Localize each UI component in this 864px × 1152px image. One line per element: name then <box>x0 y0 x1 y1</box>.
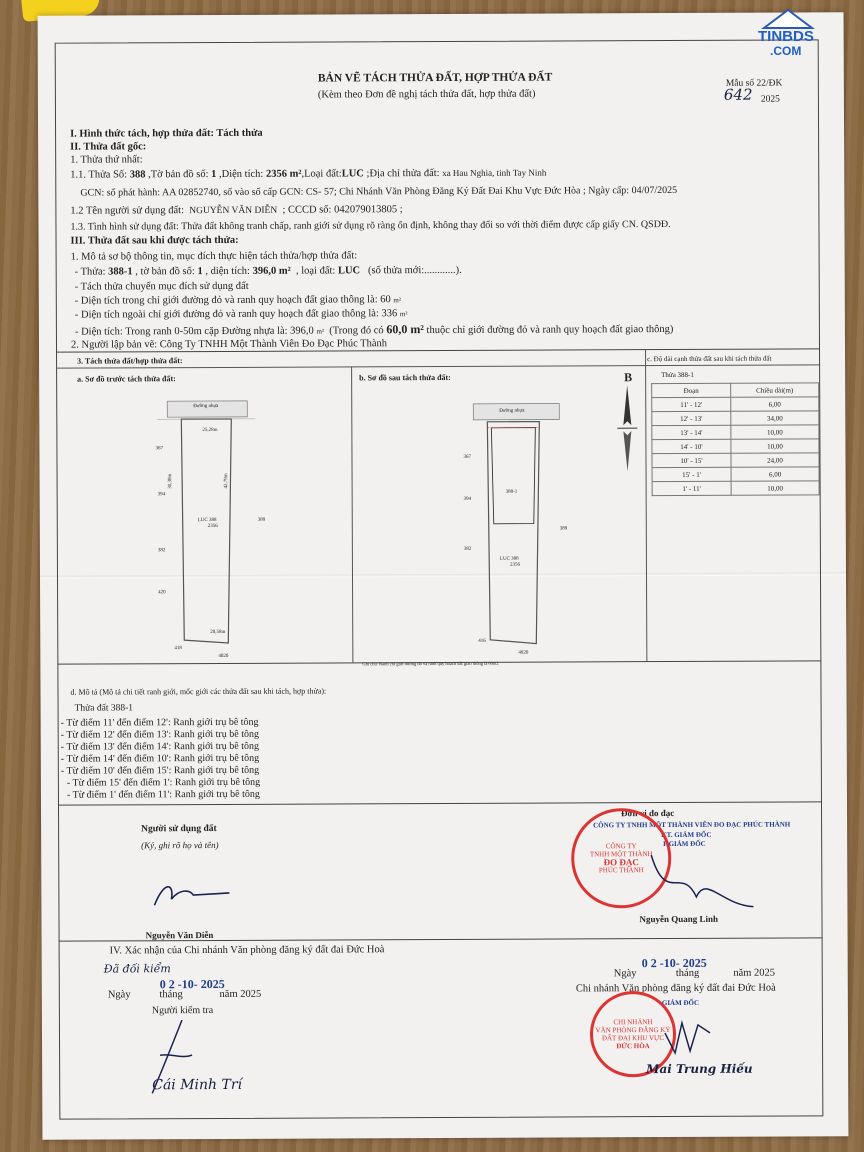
neighbor-b-4: 389 <box>559 526 568 532</box>
table-row: 10' - 15' 24,00 <box>652 453 819 468</box>
bottom-length-a: 20,58m <box>210 629 226 636</box>
company-stamp: CÔNG TY TNHH MỘT THÀNH ĐO ĐẠC PHÚC THÀNH <box>571 808 671 908</box>
sig-survey-name: Nguyễn Quang Linh <box>639 913 719 925</box>
surveyor-line: 2. Người lập bản vẽ: Công Ty TNHH Một Thành Viên Đo Đạc Phúc Thành <box>70 338 388 351</box>
parcel-outline <box>487 422 540 644</box>
box-a-title: a. Sơ đồ trước tách thửa đất: <box>77 374 176 384</box>
list-item: - Từ điểm 15' đến điểm 1': Ranh giới trụ bê tông <box>66 776 261 789</box>
table-title: Thửa 388-1 <box>661 370 694 380</box>
list-item: - Từ điểm 11' đến điểm 12': Ranh giới trụ bê tông <box>60 716 259 729</box>
parcel-label-b: LUC 388 <box>499 556 519 562</box>
handwritten-note: Đã đối kiểm <box>103 962 171 976</box>
neighbor-b-3: 382 <box>463 546 472 552</box>
parcel-line: 1.1. Thửa Số: 388 ,Tờ bản đồ số: 1 ,Diện tích: 2356 m²,Loại đất:LUC ;Địa chỉ thửa đất: xa Hau Nghia, tinh Tay Ninh <box>70 167 547 181</box>
sig-user-title: Người sử dụng đất <box>141 823 217 835</box>
sig-user-name: Nguyễn Văn Diễn <box>145 930 214 941</box>
new-parcel-label: 388-1 <box>505 489 518 495</box>
neighbor-a-5: 389 <box>257 517 266 523</box>
signature-user <box>149 875 239 915</box>
neighbor-b-5: 416 <box>478 638 486 644</box>
neighbor-b-1: 367 <box>463 454 471 460</box>
logo-text-bottom: .COM <box>770 44 802 58</box>
north-label: B <box>624 370 633 385</box>
logo-text-top: TINBDS <box>758 28 814 45</box>
table-row: 15' - 1' 6,00 <box>652 467 819 482</box>
usage-status: 1.3. Tình hình sử dụng đất: Thửa đất không tranh chấp, ranh giới sử dụng rõ ràng ổn định, không thay đổi so với thời điểm được cấp giấy CN. QSDĐ. <box>70 219 671 233</box>
north-arrow-icon <box>615 385 639 471</box>
signature-director <box>660 1013 720 1063</box>
table-header-segment: Đoạn <box>652 383 731 397</box>
left-length-a: 30,38m <box>168 473 174 489</box>
sig-survey-company: CÔNG TY TNHH MỘT THÀNH VIÊN ĐO ĐẠC PHÚC THÀNH <box>593 820 791 830</box>
sig-survey-title: Đơn vị đo đạc <box>621 807 675 819</box>
tinbds-logo <box>756 8 820 60</box>
signature-survey <box>641 845 761 916</box>
table-header-length: Chiều dài(m) <box>731 383 819 397</box>
box-d-title: d. Mô tả (Mô tả chi tiết ranh giới, mốc giới các thửa đất sau khi tách, hợp thửa): <box>70 686 327 697</box>
table-row: 12' - 13' 34,00 <box>652 411 819 426</box>
parcel-outline <box>181 419 232 643</box>
section-3: III. Thửa đất sau khi được tách thửa: <box>70 234 239 247</box>
neighbor-a-4: 420 <box>158 590 166 596</box>
neighbor-a-2: 394 <box>157 492 166 498</box>
section-2: II. Thửa đất gốc: <box>70 141 147 153</box>
neighbor-a-3: 382 <box>157 548 166 554</box>
neighbor-a-7: 4020 <box>218 653 229 659</box>
top-length-a: 25,28m <box>202 427 218 434</box>
form-number: Mẫu số 22/ĐK <box>725 78 783 89</box>
document-paper <box>38 12 849 1140</box>
table-row: 1' - 11' 10,00 <box>652 481 819 496</box>
new-parcel-line: - Thửa: 388-1 , tờ bản đồ số: 1 , diện tích: 396,0 m² , loại đất: LUC (số thửa mới:............). <box>74 264 462 278</box>
branch-name: Chi nhánh Văn phòng đăng ký đất đai Đức Hoà <box>575 982 776 995</box>
neighbor-a-1: 367 <box>155 446 163 452</box>
list-item: - Từ điểm 13' đến điểm 14': Ranh giới trụ bê tông <box>60 740 260 753</box>
sketch-legend: Ghi chú: Ranh chỉ giới đường đỏ và ranh quy hoạch đất giao thông là 60m2 <box>362 660 499 667</box>
branch-stamp: CHI NHÁNH VĂN PHÒNG ĐĂNG KÝ ĐẤT ĐAI KHU VỰC ĐỨC HÒA <box>590 991 676 1077</box>
list-item: - Từ điểm 10' đến điểm 15': Ranh giới trụ bê tông <box>60 764 260 777</box>
box-3-title: 3. Tách thửa đất/hợp thửa đất: <box>77 356 183 366</box>
section-2-1: 1. Thửa thứ nhất: <box>70 154 143 166</box>
date-stamp-right: 0 2 -10- 2025 <box>641 955 707 971</box>
table-row: 13' - 14' 10,00 <box>652 425 819 440</box>
sig-survey-role: KT. GIÁM ĐỐC <box>661 830 712 840</box>
new-parcel-outline <box>491 428 535 524</box>
sig-check-name: Cái Minh Trí <box>152 1076 243 1094</box>
date-left: Ngày tháng năm 2025 <box>107 988 262 1001</box>
table-row: 11' - 12' 6,00 <box>652 397 819 412</box>
neighbor-a-6: 418 <box>174 646 182 652</box>
owner-line: 1.2 Tên người sử dụng đất: NGUYỄN VĂN DIỄN ; CCCD số: 042079013805 ; <box>70 204 403 217</box>
table-row: 14' - 10' 10,00 <box>652 439 819 454</box>
purpose-line: - Tách thửa chuyển mục đích sử dụng đất <box>74 280 249 293</box>
sig-user-note: (Ký, ghi rõ họ và tên) <box>141 839 219 851</box>
sketch-after-map <box>451 393 572 664</box>
sig-check-title: Người kiểm tra <box>151 1005 214 1017</box>
doc-subtitle: (Kèm theo Đơn đề nghị tách thửa đất, hợp thửa đất) <box>317 88 536 101</box>
neighbor-b-6: 4020 <box>518 650 529 656</box>
branch-role: GIÁM ĐỐC <box>661 998 700 1008</box>
section-1: I. Hình thức tách, hợp thửa đất: Tách thửa <box>70 127 263 140</box>
road-label-a: Đường nhựa <box>193 403 219 410</box>
sig-director-name: Mai Trung Hiếu <box>646 1061 753 1077</box>
date-right: Ngày tháng năm 2025 <box>613 967 776 980</box>
parcel-area-b: 2356 <box>509 562 520 568</box>
edge-length-table <box>651 382 819 496</box>
gcn-line: GCN: số phát hành: AA 02852740, số vào số cấp GCN: CS- 57; Chi Nhánh Văn Phòng Đăng Ký Đất Đai Khu Vực Đức Hòa ; Ngày cấp: 04/07/2025 <box>80 184 678 199</box>
neighbor-b-2: 394 <box>463 496 472 502</box>
box-c-title: c. Độ dài cạnh thửa đất sau khi tách thửa đất <box>647 354 772 364</box>
sig-survey-role2: P.GIÁM ĐỐC <box>663 839 706 849</box>
section-4: IV. Xác nhận của Chi nhánh Văn phòng đăng ký đất đai Đức Hoà <box>109 944 385 957</box>
date-stamp-left: 0 2 -10- 2025 <box>159 976 225 992</box>
box-d-sub: Thửa đất 388-1 <box>74 703 134 714</box>
area-total-line: - Diện tích: Trong ranh 0-50m cặp Đường nhựa là: 396,0 m² (Trong đó có 60,0 m² thuộc chỉ giới đường đỏ và ranh quy hoạch đất giao thông) <box>74 322 674 338</box>
parcel-area-a: 2356 <box>207 523 218 530</box>
doc-title: BẢN VẼ TÁCH THỬA ĐẤT, HỢP THỬA ĐẤT <box>317 71 553 85</box>
form-year: 2025 <box>760 94 780 105</box>
form-handwritten: 642 <box>723 85 753 104</box>
road-label-b: Đường nhựa <box>499 408 525 414</box>
box-b-title: b. Sơ đồ sau tách thửa đất: <box>359 372 451 383</box>
list-item: - Từ điểm 12' đến điểm 13': Ranh giới trụ bê tông <box>60 728 259 741</box>
right-length-a: 42,79m <box>224 473 230 489</box>
list-item: - Từ điểm 14' đến điểm 10': Ranh giới trụ bê tông <box>60 752 260 765</box>
parcel-label-a: LUC 388 <box>197 517 217 524</box>
list-item: - Từ điểm 1' đến điểm 11': Ranh giới trụ bê tông <box>66 788 260 801</box>
area-inside-line: - Diện tích trong chỉ giới đường đỏ và ranh quy hoạch đất giao thông là: 60 m² <box>74 294 401 307</box>
area-outside-line: - Diện tích ngoài chỉ giới đường đỏ và ranh quy hoạch đất giao thông là: 336 m² <box>74 308 408 321</box>
section-3-1: 1. Mô tả sơ bộ thông tin, mục đích thực hiện tách thửa/hợp thửa đất: <box>70 250 358 263</box>
